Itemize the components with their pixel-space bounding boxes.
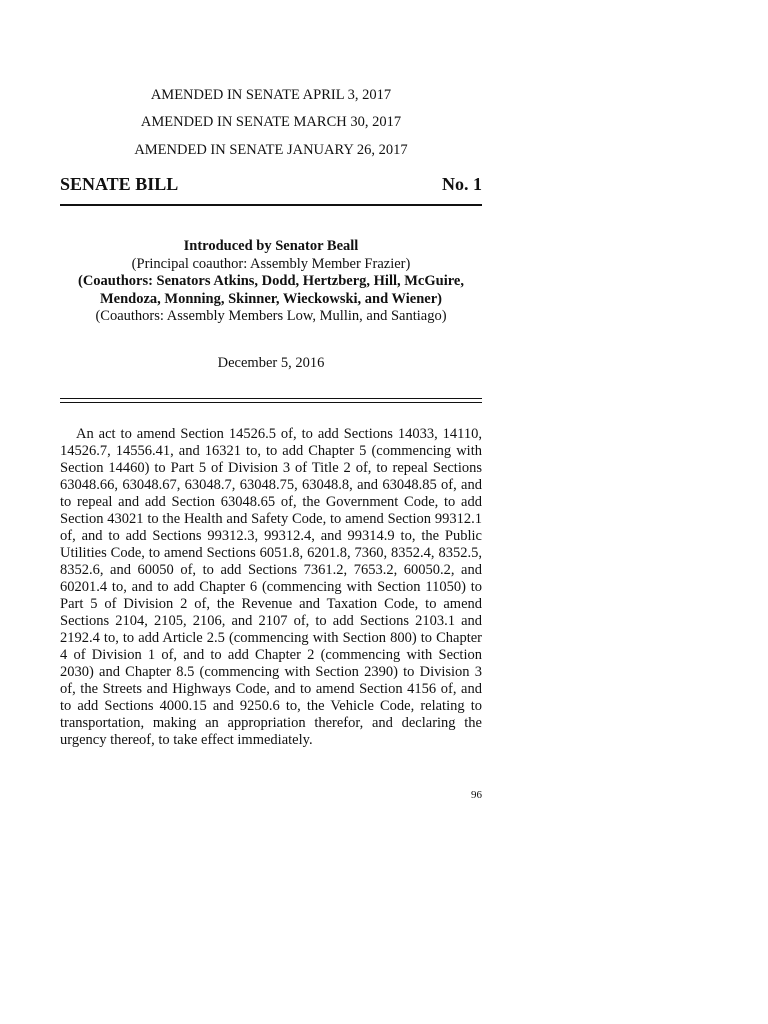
senate-coauthors-line-1: (Coauthors: Senators Atkins, Dodd, Hertzberg, Hill, McGuire, bbox=[78, 273, 464, 289]
principal-coauthor: (Principal coauthor: Assembly Member Frazier) bbox=[131, 255, 411, 272]
amendment-line-2: AMENDED IN SENATE MARCH 30, 2017 bbox=[140, 114, 402, 130]
act-description: An act to amend Section 14526.5 of, to add Sections 14033, 14110, 14526.7, 14556.41, and 16321 to, to add Chapter 5 (commencing with Section 14460) to Part 5 of Division 3 of Title 2 of, to repeal Sections 63048.66, 63048.67, 63048.7, 63048.75, 63048.8, and 63048.85 of, and to repeal and add Section 63048.65 of, the Government Code, to add Section 43021 to the Health and Safety Code, to amend Section 99312.1 of, and to add Sections 99312.3, 99312.4, and 99314.9 to, the Public Utilities Code, to amend Sections 6051.8, 6201.8, 7360, 8352.4, 8352.5, 8352.6, and 60050 of, to add Sections 7361.2, 7653.2, 60050.2, and 60201.4 to, and to add Chapter 6 (commencing with Section 11050) to Part 5 of Division 2 of, the Revenue and Taxation Code, to amend Sections 2104, 2105, 2106, and 2107 of, to add Sections 2103.1 and 2192.4 to, to add Article 2.5 (commencing with Section 800) to Chapter 4 of Division 1 of, and to add Chapter 2 (commencing with Section 2030) and Chapter 8.5 (commencing with Section 2390) to Division 3 of, the Streets and Highways Code, and to amend Section 4156 of, and to add Sections 4000.15 and 9250.6 to, the Vehicle Code, relating to transportation, making an appropriation therefor, and declaring the urgency thereof, to take effect immediately. bbox=[60, 426, 482, 748]
document-page bbox=[60, 0, 482, 1024]
bill-heading bbox=[60, 172, 482, 196]
bill-number: No. 1 bbox=[442, 174, 482, 194]
introduced-by: Introduced by Senator Beall bbox=[183, 238, 359, 254]
introduction-date: December 5, 2016 bbox=[217, 355, 325, 371]
page-number: 96 bbox=[471, 789, 482, 801]
bill-type: SENATE BILL bbox=[60, 174, 179, 194]
assembly-coauthors: (Coauthors: Assembly Members Low, Mullin, and Santiago) bbox=[95, 308, 447, 324]
amendment-line-1: AMENDED IN SENATE APRIL 3, 2017 bbox=[150, 87, 392, 103]
amendment-line-3: AMENDED IN SENATE JANUARY 26, 2017 bbox=[134, 142, 408, 158]
senate-coauthors-line-2: Mendoza, Monning, Skinner, Wieckowski, and Wiener) bbox=[99, 290, 443, 307]
introduction-block bbox=[60, 238, 482, 326]
section-double-rule bbox=[60, 398, 482, 403]
header-rule bbox=[60, 204, 482, 206]
